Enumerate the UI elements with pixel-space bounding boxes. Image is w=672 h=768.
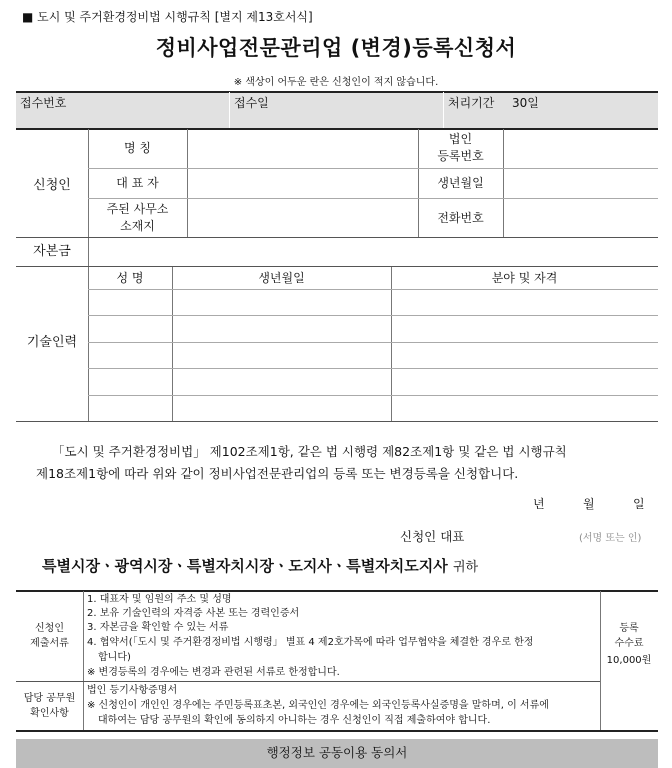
applicant-docs-label-line2: 제출서류 xyxy=(30,638,69,649)
representative-label: 대 표 자 xyxy=(116,176,159,190)
consent-title: 행정정보 공동이용 동의서 xyxy=(266,745,408,760)
date-day: 일 xyxy=(633,497,645,511)
doc-item-3: 3. 자본금을 확인할 수 있는 서류 xyxy=(87,622,229,633)
receipt-date-label: 접수일 xyxy=(234,96,269,110)
doc-item-4: 4. 협약서(「도시 및 주거환경정비법 시행령」 별표 4 제2호가목에 따라 업무협약을 체결한 경우로 한정 xyxy=(87,637,534,648)
capital-label: 자본금 xyxy=(33,244,71,259)
official-item-1: 법인 등기사항증명서 xyxy=(87,685,178,696)
doc-note: ※ 변경등록의 경우에는 변경과 관련된 서류로 한정합니다. xyxy=(87,667,340,678)
processing-period-label: 처리기간 xyxy=(448,96,495,110)
doc-item-2: 2. 보유 기술인력의 자격증 사본 또는 경력인증서 xyxy=(87,608,300,619)
recipient-suffix: 귀하 xyxy=(452,560,479,575)
official-label-line2: 확인사항 xyxy=(30,708,69,719)
official-item-3: 대하여는 담당 공무원의 확인에 동의하지 아니하는 경우 신청인이 직접 제출하여야 합니다. xyxy=(98,715,491,726)
signature-note: (서명 또는 인) xyxy=(579,533,642,544)
divider xyxy=(16,730,658,732)
table-row[interactable] xyxy=(89,343,658,368)
office-address-field[interactable] xyxy=(188,199,417,236)
receipt-number-label: 접수번호 xyxy=(20,96,67,110)
signer-label: 신청인 대표 xyxy=(400,529,465,544)
name-label: 명 칭 xyxy=(124,141,151,155)
fee-label-line1: 등록 xyxy=(619,623,639,634)
receipt-section xyxy=(16,92,658,128)
doc-item-1: 1. 대표자 및 임원의 주소 및 성명 xyxy=(87,594,232,605)
recipient-title: 특별시장ㆍ광역시장ㆍ특별자치시장ㆍ도지사ㆍ특별자치도지사 xyxy=(42,557,448,575)
table-row[interactable] xyxy=(89,396,658,421)
fee-label-line2: 수수료 xyxy=(614,638,644,649)
page-title: 정비사업전문관리업 (변경)등록신청서 xyxy=(155,36,517,60)
col-name-header: 성 명 xyxy=(116,271,144,285)
col-field-header: 분야 및 자격 xyxy=(491,271,558,285)
statement-line1: 「도시 및 주거환경정비법」 제102조제1항, 같은 법 시행령 제82조제1항 및 같은 법 시행규칙 xyxy=(52,444,567,459)
official-item-2: ※ 신청인이 개인인 경우에는 주민등록표초본, 외국인인 경우에는 외국인등록사실증명을 말하며, 이 서류에 xyxy=(87,700,549,711)
divider xyxy=(16,681,600,682)
date-year: 년 xyxy=(533,497,545,511)
recipient xyxy=(42,556,478,578)
divider xyxy=(83,591,84,730)
name-field[interactable] xyxy=(188,130,417,167)
table-row[interactable] xyxy=(89,369,658,395)
corp-number-label-line1: 법인 xyxy=(448,132,473,146)
statement-line2: 제18조제1항에 따라 위와 같이 정비사업전문관리업의 등록 또는 변경등록을 신청합니다. xyxy=(36,466,519,481)
date-month: 월 xyxy=(583,497,595,511)
form-reference: ■ 도시 및 주거환경정비법 시행규칙 [별지 제13호서식] xyxy=(22,10,313,24)
divider xyxy=(16,91,658,93)
instruction-note: ※ 색상이 어두운 란은 신청인이 적지 않습니다. xyxy=(233,77,439,88)
divider xyxy=(16,421,658,422)
fee-value: 10,000원 xyxy=(606,655,652,666)
birthdate-label: 생년월일 xyxy=(437,176,484,190)
phone-label: 전화번호 xyxy=(437,211,484,225)
office-label-line1: 주된 사무소 xyxy=(106,202,169,216)
processing-period-value: 30일 xyxy=(512,96,539,110)
divider xyxy=(229,92,230,128)
applicant-docs-label-line1: 신청인 xyxy=(35,623,64,634)
birthdate-field[interactable] xyxy=(504,169,658,197)
table-row[interactable] xyxy=(89,290,658,315)
phone-field[interactable] xyxy=(504,199,658,236)
doc-item-4-cont: 합니다) xyxy=(98,652,131,663)
divider xyxy=(443,92,444,128)
divider xyxy=(16,590,658,592)
applicant-section-label: 신청인 xyxy=(33,178,71,193)
divider xyxy=(16,266,658,267)
table-row[interactable] xyxy=(89,316,658,342)
corp-number-field[interactable] xyxy=(504,130,658,167)
corp-number-label-line2: 등록번호 xyxy=(437,149,484,163)
tech-staff-section-label: 기술인력 xyxy=(26,335,78,350)
col-birth-header: 생년월일 xyxy=(258,271,305,285)
official-label-line1: 담당 공무원 xyxy=(23,693,76,704)
capital-field[interactable] xyxy=(89,238,658,266)
representative-field[interactable] xyxy=(188,169,417,197)
office-label-line2: 소재지 xyxy=(120,219,155,233)
